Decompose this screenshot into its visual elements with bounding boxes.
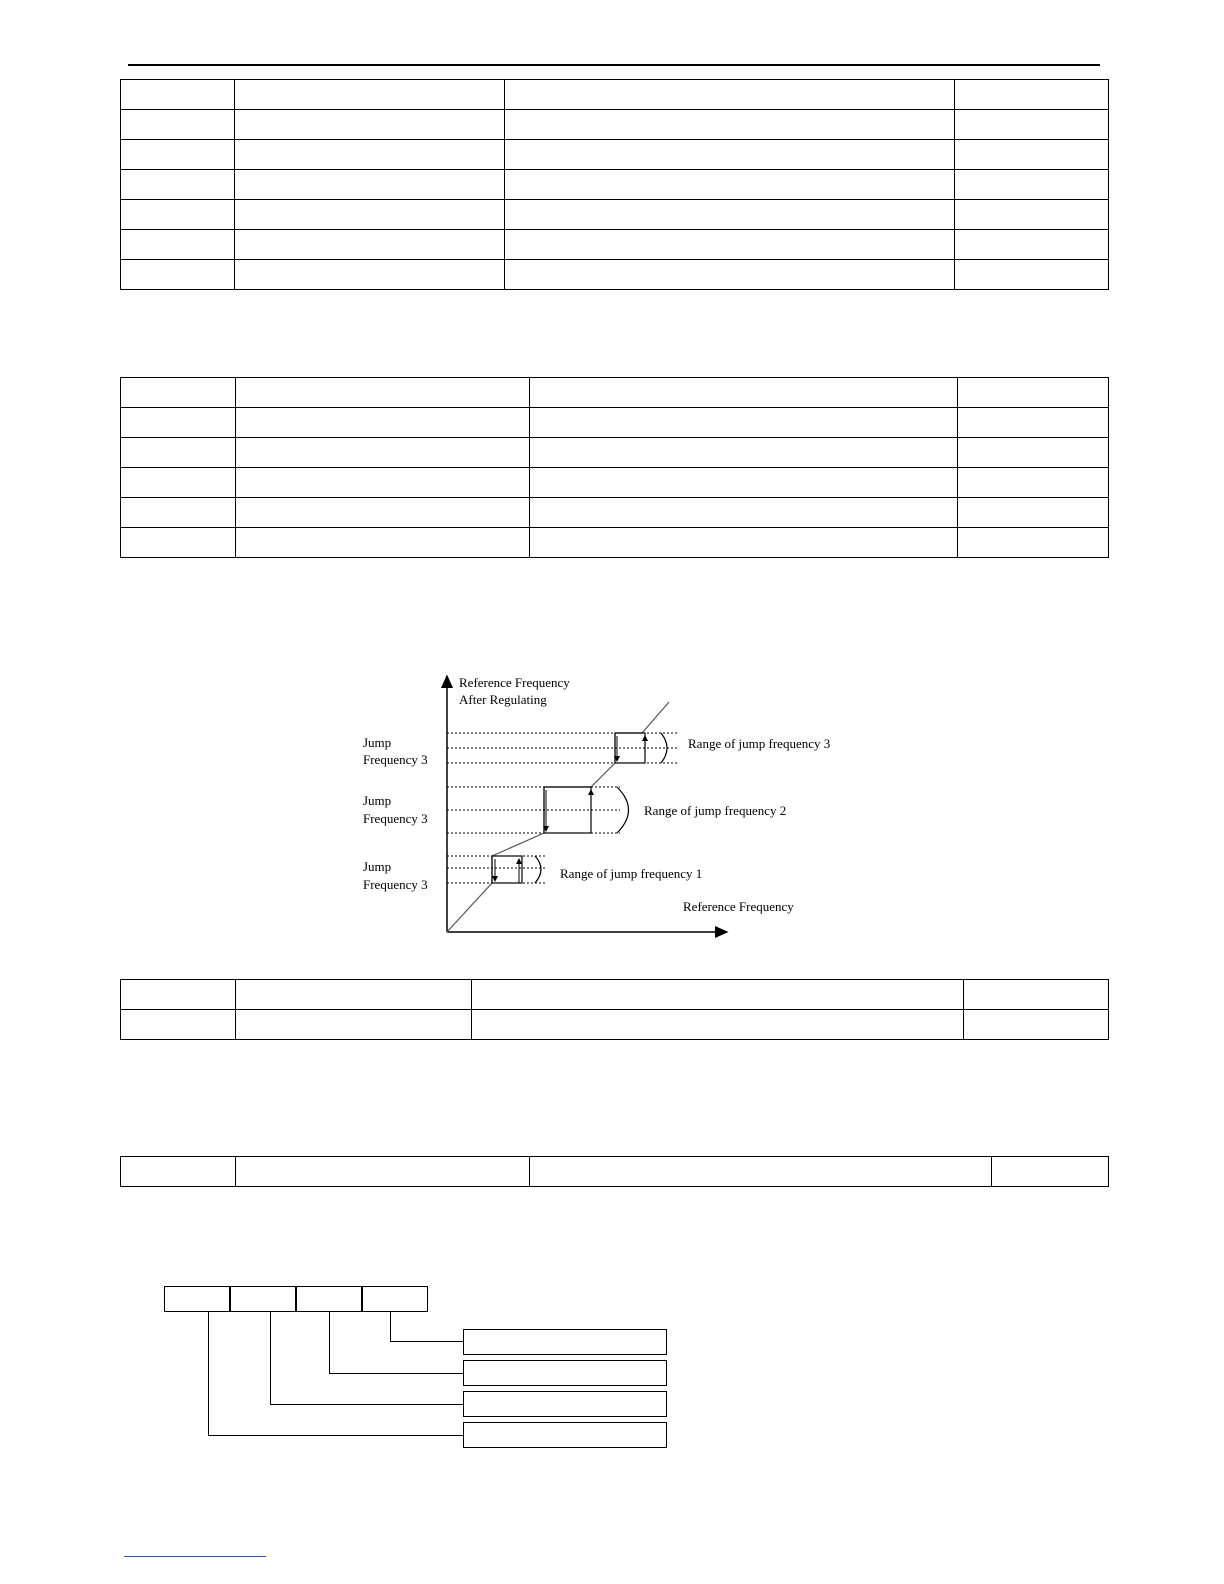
range-label-3: Range of jump frequency 3 — [688, 736, 831, 751]
jump-label-1-line2: Frequency 3 — [363, 877, 428, 892]
table-row — [121, 468, 1109, 498]
table-row — [121, 498, 1109, 528]
parameter-table-4 — [120, 1156, 1109, 1187]
parameter-table-1 — [120, 79, 1109, 290]
jump-box-1 — [492, 856, 522, 883]
frequency-curve — [447, 702, 669, 932]
digit-box-units — [362, 1286, 428, 1312]
table-row — [121, 980, 1109, 1010]
jump-label-2-line1: Jump — [363, 793, 392, 808]
table-row — [121, 438, 1109, 468]
jump-label-1-line1: Jump — [363, 859, 392, 874]
range-label-2: Range of jump frequency 2 — [644, 803, 787, 818]
parameter-table-2 — [120, 377, 1109, 558]
table-row — [121, 200, 1109, 230]
connector-thousands — [208, 1311, 464, 1436]
jump-label-2-line2: Frequency 3 — [363, 811, 428, 826]
digit-box-thousands — [164, 1286, 230, 1312]
table-row — [121, 1010, 1109, 1040]
digit-desc-units — [463, 1329, 667, 1355]
jump-label-3-line2: Frequency 3 — [363, 752, 428, 767]
table-row — [121, 378, 1109, 408]
digit-box-hundreds — [230, 1286, 296, 1312]
table-row — [121, 230, 1109, 260]
table-row — [121, 170, 1109, 200]
footer-link-rule — [124, 1556, 266, 1557]
digit-desc-hundreds — [463, 1391, 667, 1417]
y-axis-label-line2: After Regulating — [459, 692, 547, 707]
header-rule — [128, 64, 1100, 66]
table-row — [121, 1157, 1109, 1187]
y-axis-label-line1: Reference Frequency — [459, 675, 570, 690]
x-axis-label: Reference Frequency — [683, 899, 794, 914]
jump-band-lines — [447, 733, 677, 883]
table-row — [121, 110, 1109, 140]
jump-frequency-diagram — [355, 662, 850, 947]
table-row — [121, 80, 1109, 110]
range-label-1: Range of jump frequency 1 — [560, 866, 703, 881]
digit-desc-thousands — [463, 1422, 667, 1448]
parameter-table-3 — [120, 979, 1109, 1040]
table-row — [121, 408, 1109, 438]
digit-box-tens — [296, 1286, 362, 1312]
table-row — [121, 260, 1109, 290]
table-row — [121, 140, 1109, 170]
digit-desc-tens — [463, 1360, 667, 1386]
jump-label-3-line1: Jump — [363, 735, 392, 750]
table-row — [121, 528, 1109, 558]
